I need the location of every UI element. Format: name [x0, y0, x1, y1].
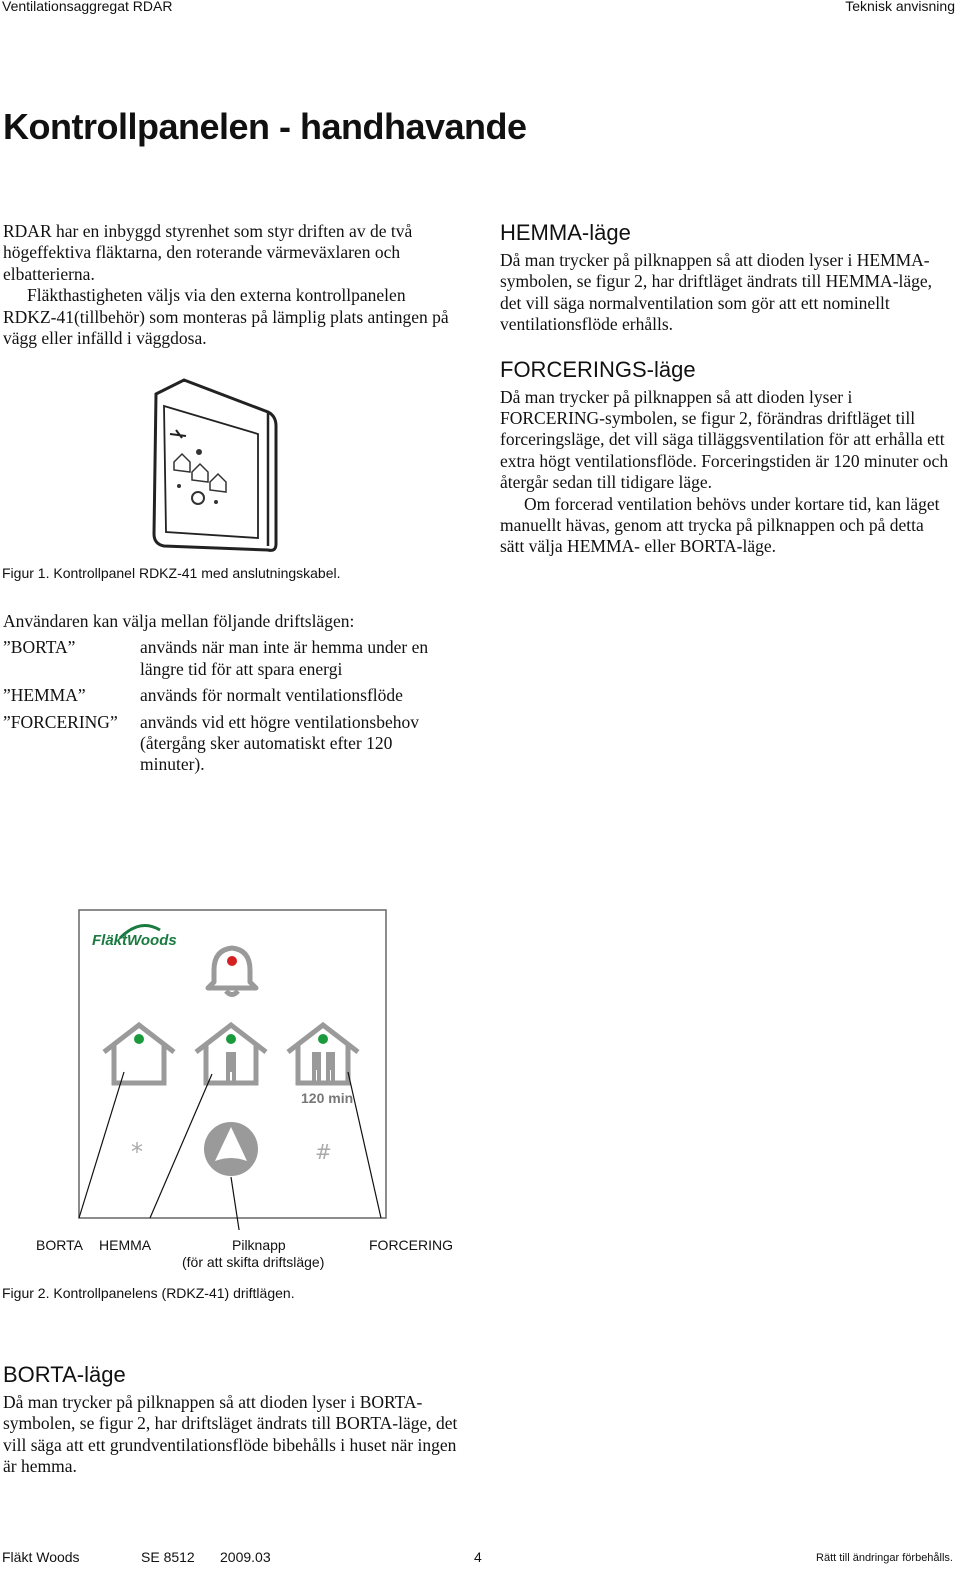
- figure2-caption: Figur 2. Kontrollpanelens (RDKZ-41) driftlägen.: [2, 1285, 295, 1301]
- control-panel-illustration: [146, 376, 282, 556]
- header-left: Ventilationsaggregat RDAR: [2, 0, 173, 14]
- forcering-paragraph-1: Då man trycker på pilknappen så att dioden lyser i FORCERING-symbolen, se figur 2, förändras driftläget till forceringsläge, det vill säga tilläggsventilation för att erhålla ett extra högt ventilationsflöde. Forceringstiden är 120 minuter och återgår sedan till tidigare läge.: [500, 386, 949, 493]
- header-right: Teknisk anvisning: [845, 0, 955, 14]
- hemma-text: Då man trycker på pilknappen så att dioden lyser i HEMMA-symbolen, se figur 2, har driftläget ändrats till HEMMA-läge, det vill säga normalventilation som gör att ett nominellt ventilationsflöde erhålls.: [500, 250, 933, 335]
- label-forcering: FORCERING: [369, 1237, 453, 1253]
- borta-text: Då man trycker på pilknappen så att dioden lyser i BORTA-symbolen, se figur 2, har driftsläget ändrats till BORTA-läge, det vill säga att ett grundventilationsflöde bibehålls i huset när ingen är hemma.: [3, 1392, 458, 1477]
- logo-text: FläktWoods: [92, 932, 177, 949]
- led-borta: [134, 1034, 144, 1044]
- page-title: Kontrollpanelen - handhavande: [3, 106, 527, 147]
- forcering-paragraph-2: Om forcerad ventilation behövs under kortare tid, kan läget manuellt hävas, genom att trycka på pilknappen och på detta sätt välja HEMMA- eller BORTA-läge.: [500, 493, 940, 557]
- label-pilknapp-sub: (för att skifta driftsläge): [182, 1254, 325, 1270]
- footer-brand: Fläkt Woods: [2, 1549, 80, 1565]
- borta-heading: BORTA-läge: [3, 1362, 126, 1387]
- forcering-text: [500, 387, 950, 558]
- led-alarm: [227, 956, 237, 966]
- intro-paragraph-1: RDAR har en inbyggd styrenhet som styr driften av de två högeffektiva fläktarna, den roterande värmeväxlaren och elbatterierna.: [3, 221, 413, 284]
- hash-icon: #: [315, 1140, 332, 1164]
- label-hemma: HEMMA: [99, 1237, 152, 1253]
- modes-section: [3, 611, 473, 781]
- footer-rights: Rätt till ändringar förbehålls.: [816, 1552, 953, 1564]
- timer-label: 120 min: [301, 1090, 354, 1106]
- mode-row-hemma: [3, 685, 473, 706]
- label-borta: BORTA: [36, 1237, 83, 1253]
- forcering-heading: FORCERINGS-läge: [500, 356, 696, 382]
- modes-intro: Användaren kan välja mellan följande driftslägen:: [3, 611, 355, 631]
- right-column: [500, 220, 950, 558]
- mode-name: ”BORTA”: [3, 637, 76, 658]
- asterisk-icon: *: [131, 1138, 143, 1166]
- panel-front-diagram: [0, 900, 460, 1230]
- mode-desc: används vid ett högre ventilationsbehov (återgång sker automatiskt efter 120 minuter).: [140, 711, 419, 775]
- borta-section: [3, 1362, 463, 1478]
- led-forcering: [318, 1034, 328, 1044]
- hemma-heading: HEMMA-läge: [500, 220, 631, 245]
- footer-code: SE 8512: [141, 1549, 195, 1565]
- label-pilknapp: Pilknapp: [232, 1237, 286, 1253]
- intro-paragraph-2: Fläkthastigheten väljs via den externa kontrollpanelen RDKZ-41(tillbehör) som monteras på lämplig plats antingen på vägg eller infälld i väggdosa.: [3, 285, 449, 349]
- footer-date: 2009.03: [220, 1549, 271, 1565]
- mode-row-borta: [3, 637, 473, 680]
- intro-text: [3, 221, 463, 349]
- mode-name: ”FORCERING”: [3, 711, 118, 732]
- page-number: 4: [474, 1549, 482, 1565]
- led-hemma: [226, 1034, 236, 1044]
- mode-desc: används för normalt ventilationsflöde: [140, 685, 403, 706]
- mode-name: ”HEMMA”: [3, 685, 86, 706]
- mode-desc: används när man inte är hemma under en längre tid för att spara energi: [140, 637, 429, 679]
- mode-row-forcering: [3, 712, 473, 776]
- figure1-caption: Figur 1. Kontrollpanel RDKZ-41 med anslutningskabel.: [2, 565, 341, 581]
